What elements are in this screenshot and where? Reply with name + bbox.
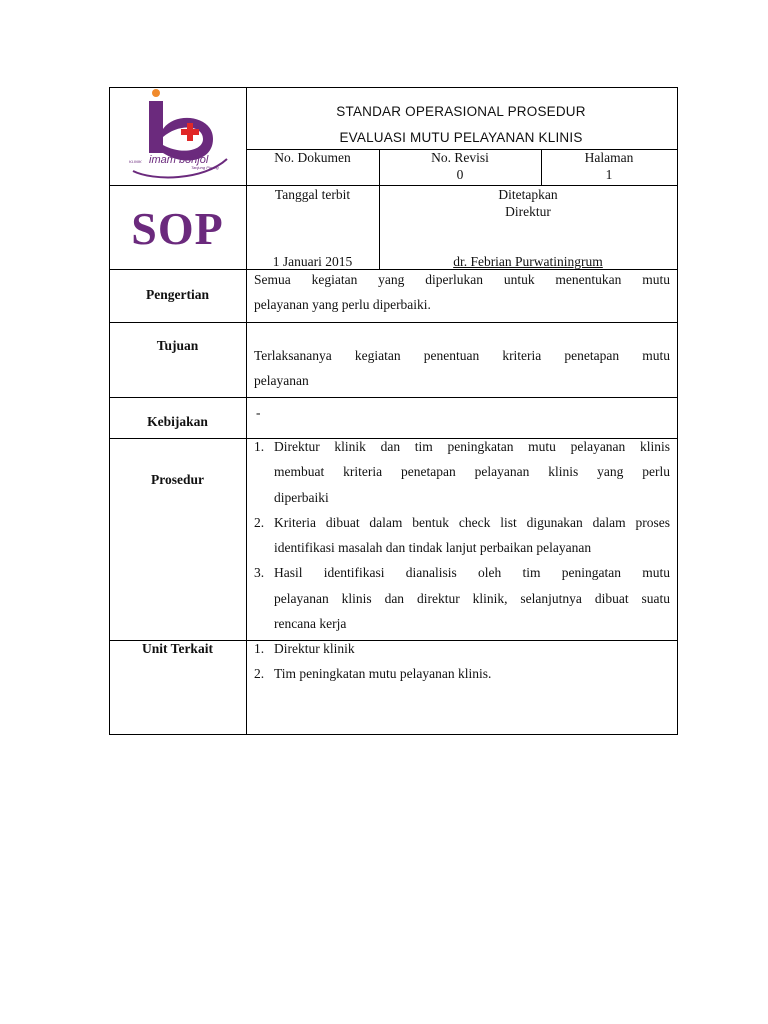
- direktur-label: Direktur: [505, 204, 551, 219]
- tujuan-line: pelayanan: [254, 373, 309, 388]
- title-line-2: EVALUASI MUTU PELAYANAN KLINIS: [339, 130, 583, 145]
- tanggal-terbit-value: 1 Januari 2015: [272, 254, 353, 269]
- halaman-value: 1: [605, 167, 613, 182]
- prosedur-list: [254, 434, 670, 636]
- logo-small-left: KLINIK: [129, 159, 142, 164]
- unit-terkait-item-number: 1.: [254, 641, 265, 656]
- tujuan-bottom-divider: [109, 397, 677, 398]
- prosedur-item: [254, 510, 670, 561]
- prosedur-item-line: diperbaiki: [274, 489, 329, 505]
- pengertian-line: Semua kegiatan yang diperlukan untuk menentukan mutu: [254, 272, 670, 287]
- unit-terkait-item: [254, 661, 670, 686]
- unit-terkait-item-text: Direktur klinik: [274, 641, 355, 656]
- ditetapkan-label: Ditetapkan: [498, 187, 558, 202]
- prosedur-item-line: identifikasi masalah dan tindak lanjut perbaikan pelayanan: [274, 540, 592, 556]
- pengertian-line: pelayanan yang perlu diperbaiki.: [254, 297, 431, 312]
- prosedur-item-line: membuat kriteria penetapan pelayanan klinis yang perlu: [274, 464, 670, 480]
- clinic-logo: [123, 89, 233, 179]
- prosedur-item: [254, 560, 670, 636]
- tujuan-label: Tujuan: [156, 338, 199, 353]
- kebijakan-label: Kebijakan: [147, 414, 208, 429]
- prosedur-item-number: 2.: [254, 514, 265, 530]
- prosedur-item: [254, 434, 670, 510]
- logo-orange-dot: [152, 89, 160, 97]
- no-dokumen-label: No. Dokumen: [274, 150, 351, 165]
- prosedur-item-line: rencana kerja: [274, 616, 347, 632]
- prosedur-item-line: Hasil identifikasi dianalisis oleh tim peningatan mutu: [274, 565, 670, 581]
- logo-letter-i: [149, 101, 163, 153]
- sop-document: [109, 87, 677, 734]
- signer-name: dr. Febrian Purwatiningrum: [453, 254, 603, 269]
- tanggal-terbit-label: Tanggal terbit: [274, 187, 351, 202]
- pengertian-bottom-divider: [109, 322, 677, 323]
- halaman-label: Halaman: [584, 150, 634, 165]
- pengertian-label: Pengertian: [146, 287, 209, 302]
- unit-terkait-label: Unit Terkait: [142, 641, 213, 656]
- sop-label: SOP: [131, 203, 224, 254]
- prosedur-item-line: pelayanan klinis dan direktur klinik, selanjutnya dibuat suatu: [274, 590, 670, 606]
- no-revisi-label: No. Revisi: [431, 150, 489, 165]
- unit-terkait-list: [254, 636, 670, 687]
- title-line-1: STANDAR OPERASIONAL PROSEDUR: [336, 104, 586, 119]
- logo-name: imam bonjol: [149, 154, 209, 166]
- unit-terkait-item-number: 2.: [254, 666, 265, 682]
- no-revisi-value: 0: [456, 167, 464, 182]
- kebijakan-text: -: [256, 405, 261, 420]
- logo-small-right: Tanjung Pinang: [191, 165, 219, 170]
- pengertian-text: [254, 267, 670, 317]
- prosedur-item-line: Kriteria dibuat dalam bentuk check list digunakan dalam proses: [274, 514, 670, 530]
- prosedur-item-number: 1.: [254, 439, 265, 454]
- unit-terkait-item-text: Tim peningkatan mutu pelayanan klinis.: [274, 666, 492, 682]
- tujuan-text: [254, 343, 670, 393]
- prosedur-label: Prosedur: [151, 472, 204, 487]
- unit-terkait-item: [254, 636, 670, 661]
- prosedur-item-number: 3.: [254, 565, 265, 581]
- prosedur-item-line: Direktur klinik dan tim peningkatan mutu pelayanan klinis: [274, 439, 670, 454]
- tujuan-line: Terlaksananya kegiatan penentuan kriteria penetapan mutu: [254, 348, 670, 363]
